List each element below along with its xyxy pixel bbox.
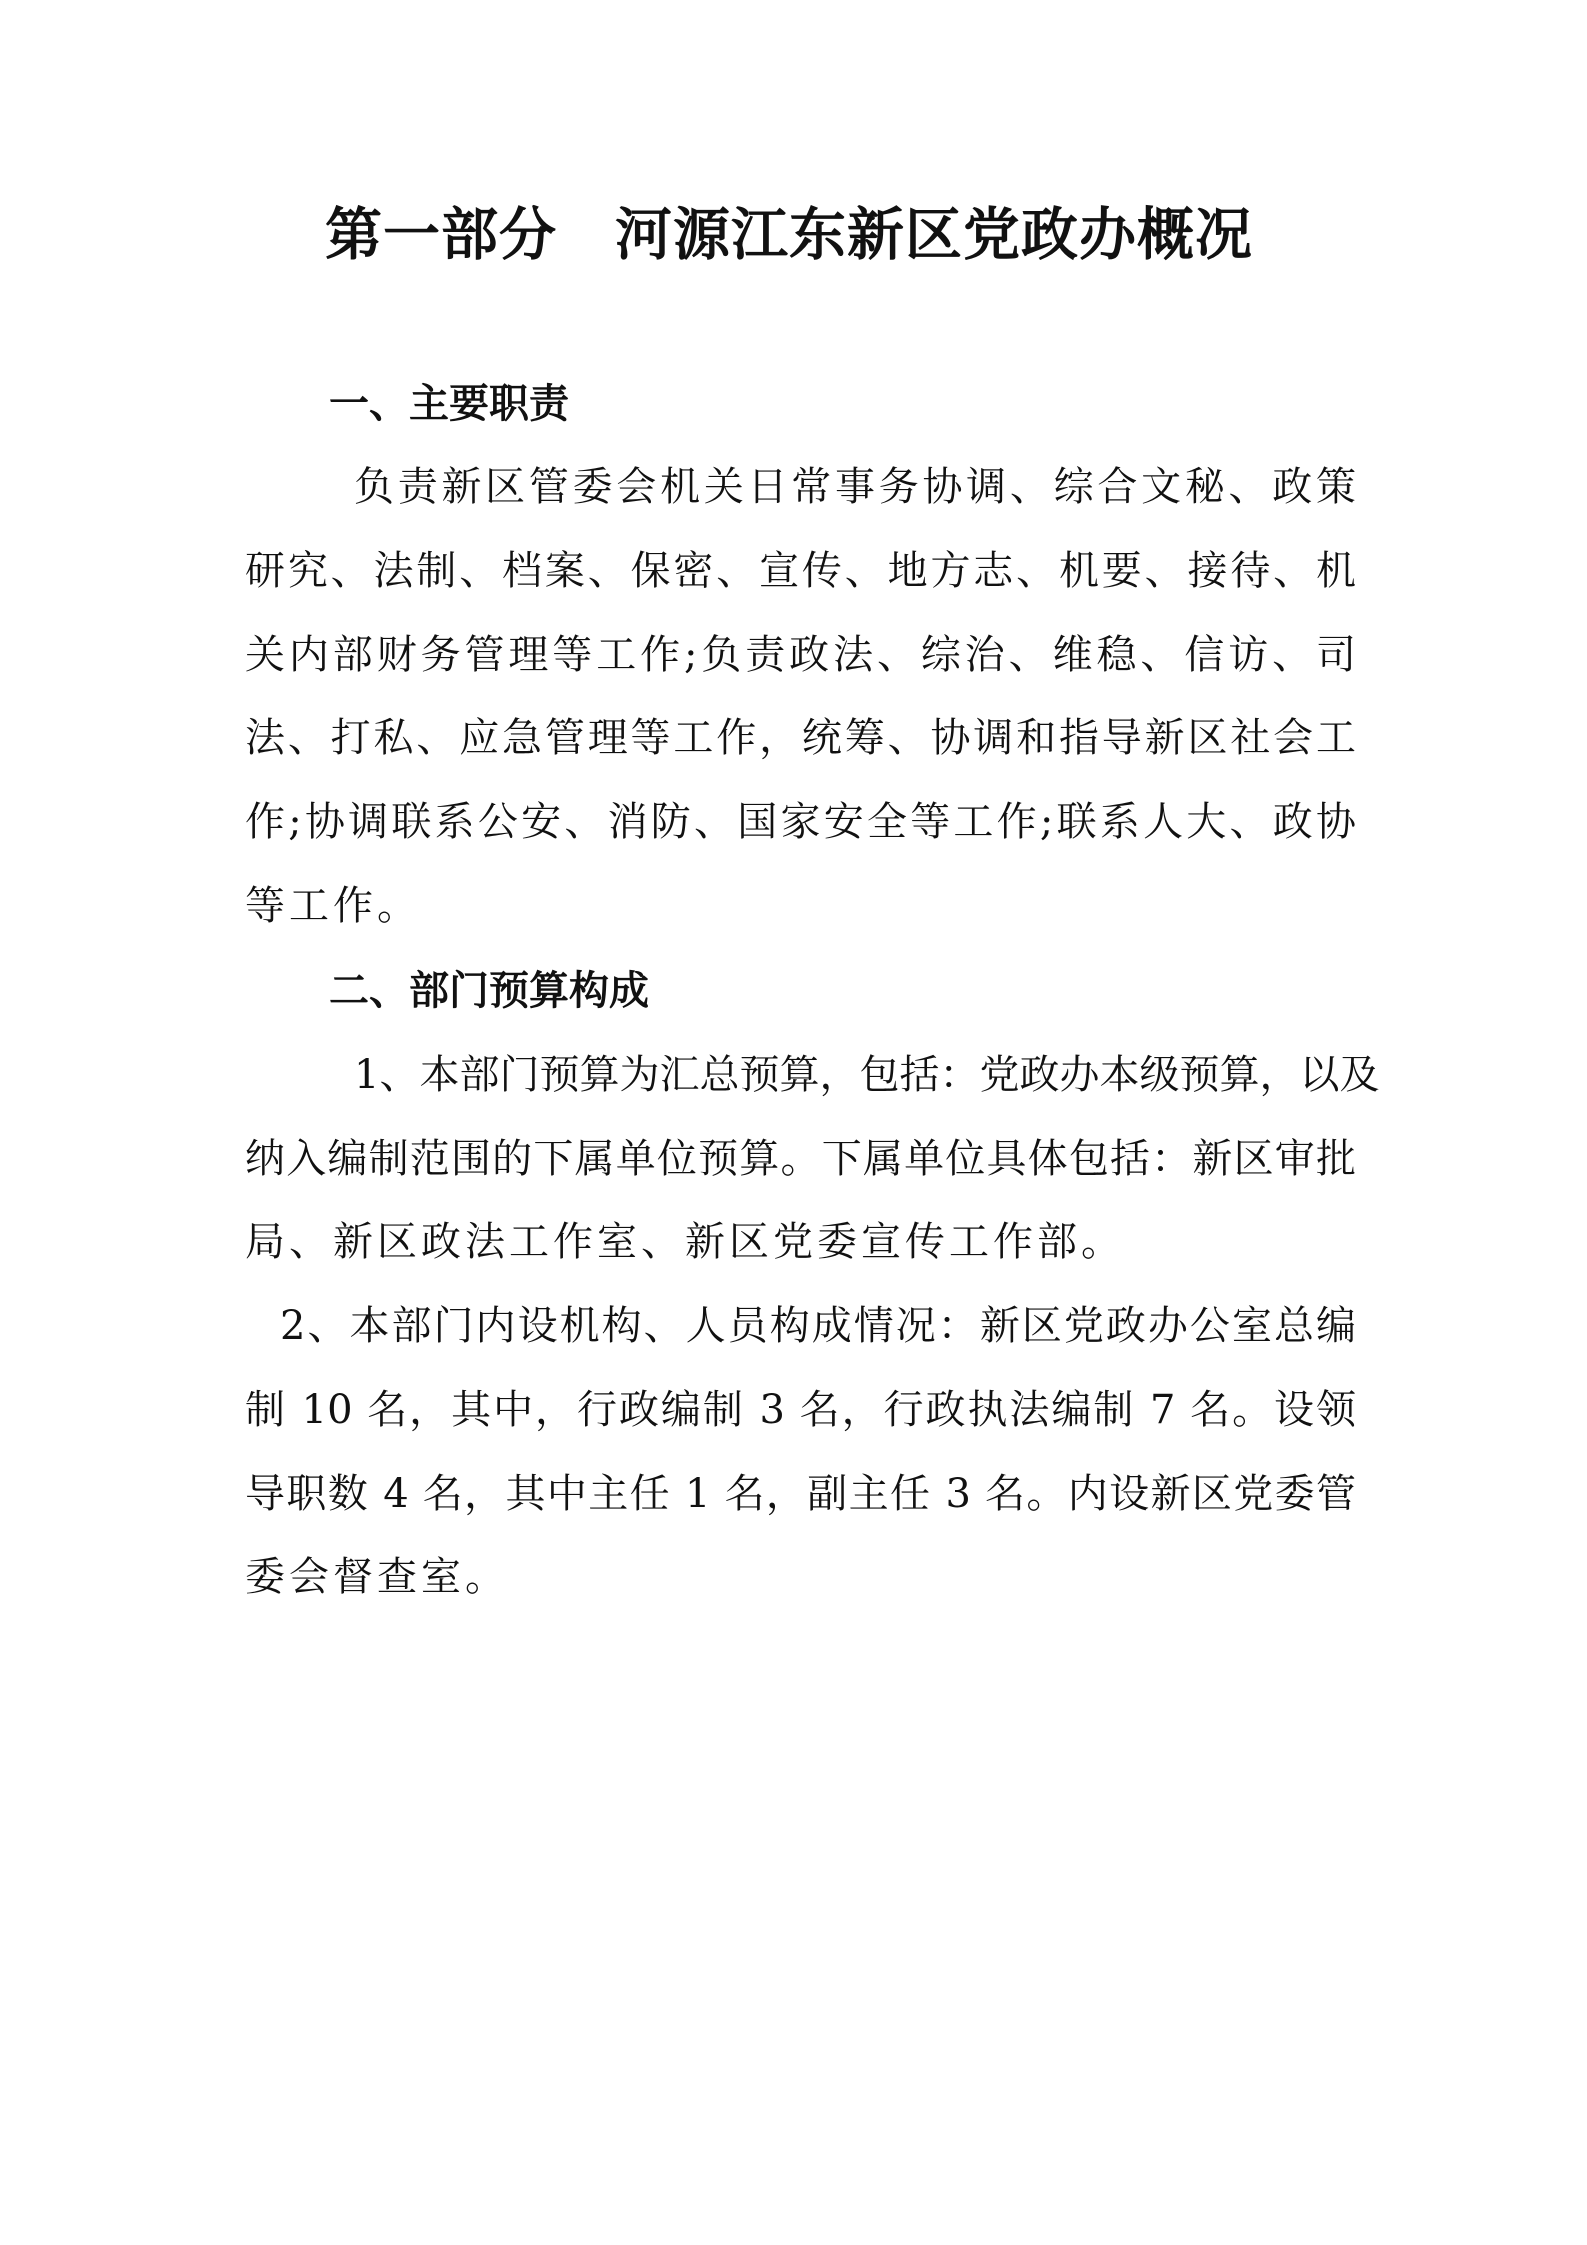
paragraph-line: 局、新区政法工作室、新区党委宣传工作部。 [245, 1219, 1125, 1265]
page-title: 第一部分 河源江东新区党政办概况 [325, 202, 1253, 268]
paragraph-line: 关内部财务管理等工作;负责政法、综治、维稳、信访、司 [245, 632, 1356, 678]
paragraph-line: 负责新区管委会机关日常事务协调、综合文秘、政策 [354, 464, 1356, 510]
paragraph-line: 1、本部门预算为汇总预算，包括：党政办本级预算，以及 [354, 1052, 1380, 1098]
paragraph-line: 作;协调联系公安、消防、国家安全等工作;联系人大、政协 [245, 799, 1356, 845]
paragraph-line: 纳入编制范围的下属单位预算。下属单位具体包括：新区审批 [245, 1136, 1356, 1182]
paragraph-line: 法、打私、应急管理等工作，统筹、协调和指导新区社会工 [245, 715, 1356, 761]
paragraph-line: 制 10 名，其中，行政编制 3 名，行政执法编制 7 名。设领 [245, 1387, 1356, 1433]
paragraph-line: 2、本部门内设机构、人员构成情况：新区党政办公室总编 [280, 1303, 1356, 1349]
paragraph-line: 等工作。 [245, 883, 421, 929]
section-heading-budget-composition: 二、部门预算构成 [329, 968, 649, 1014]
paragraph-line: 委会督查室。 [245, 1554, 509, 1600]
paragraph-line: 研究、法制、档案、保密、宣传、地方志、机要、接待、机 [245, 548, 1356, 594]
section-heading-main-duties: 一、主要职责 [329, 381, 569, 427]
paragraph-line: 导职数 4 名，其中主任 1 名，副主任 3 名。内设新区党委管 [245, 1471, 1356, 1517]
